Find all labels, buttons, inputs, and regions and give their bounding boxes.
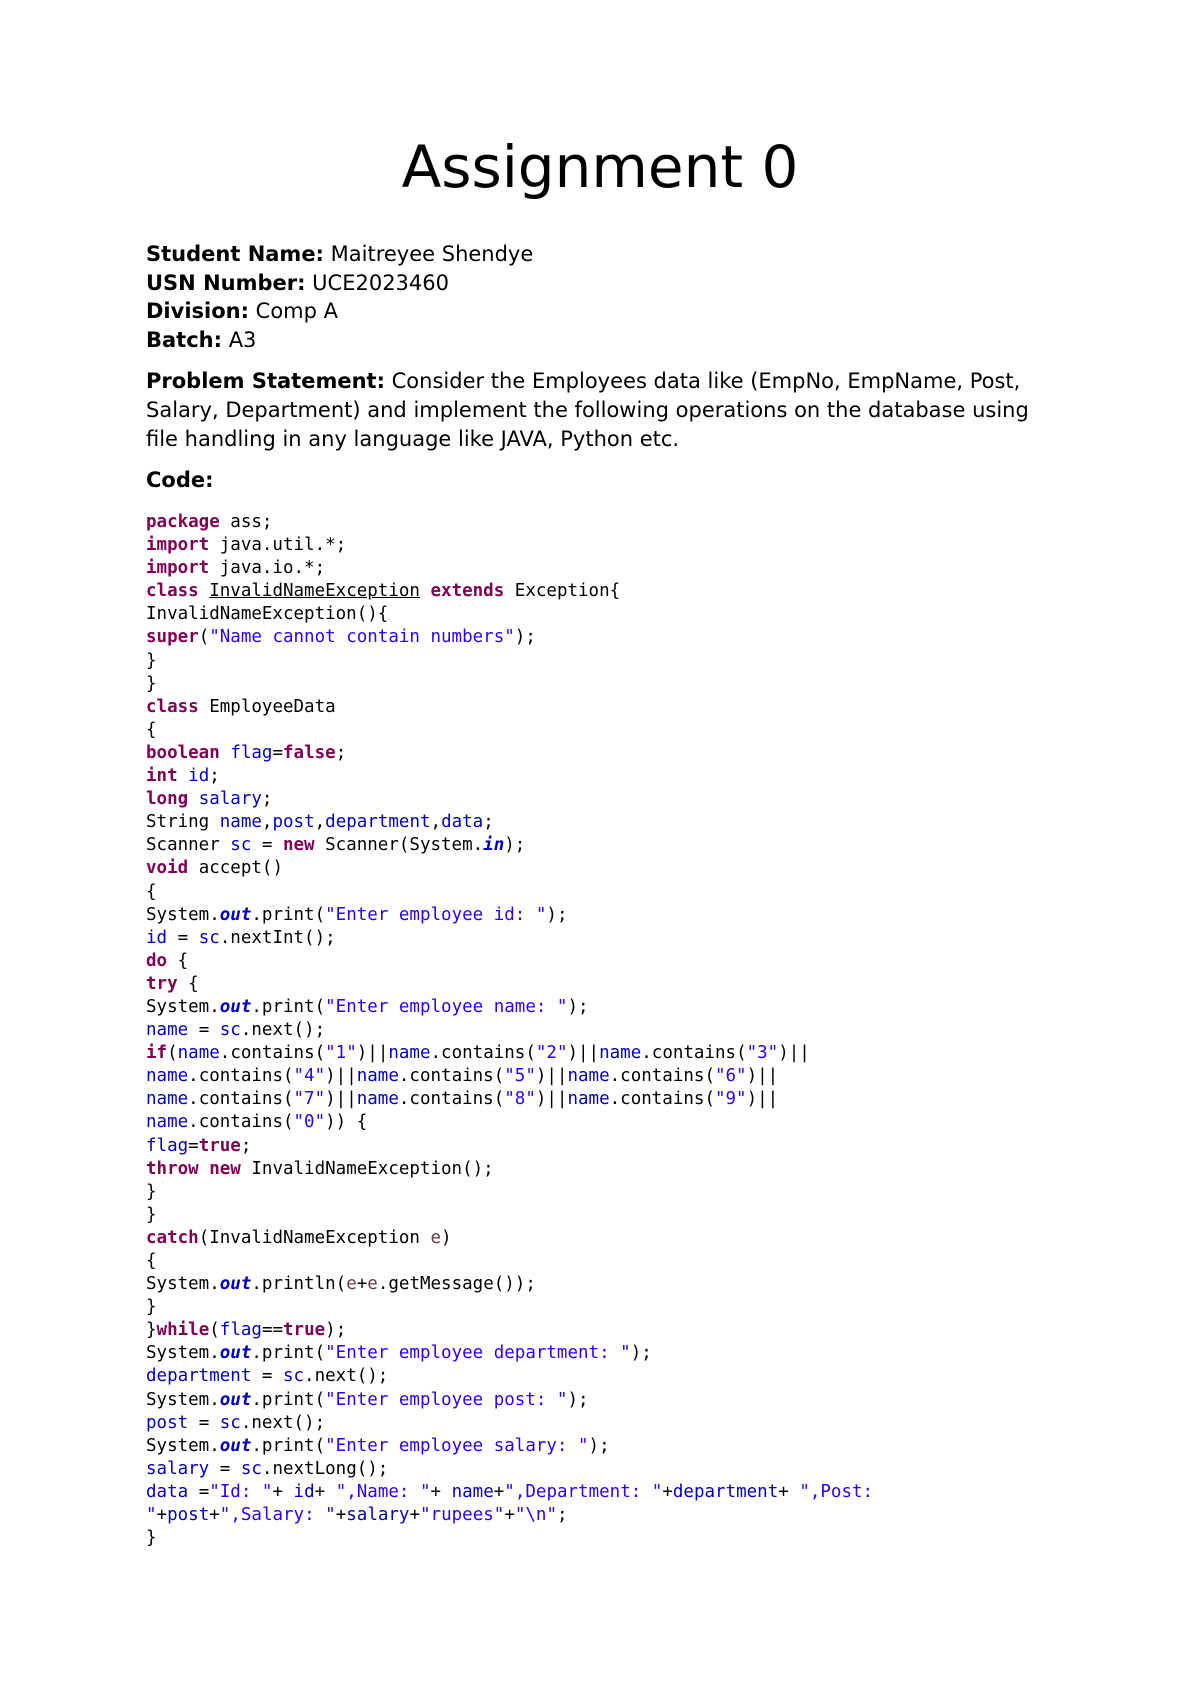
code-token: .contains( <box>430 1043 536 1064</box>
code-token <box>188 789 199 809</box>
code-token: out <box>219 1389 252 1410</box>
code-token: .print( <box>251 996 326 1017</box>
code-token: "3" <box>746 1043 779 1064</box>
code-line <box>146 1389 1106 1412</box>
code-token: do <box>146 950 168 971</box>
code-token: "1" <box>325 1043 357 1064</box>
division-value: Comp A <box>249 299 339 323</box>
code-line <box>146 834 1106 857</box>
code-token: .nextLong(); <box>261 1458 389 1479</box>
code-line <box>146 1296 1106 1319</box>
code-token: out <box>219 1274 252 1295</box>
code-token <box>178 766 189 786</box>
code-token: while <box>156 1320 210 1341</box>
code-token: new <box>282 835 315 856</box>
code-token: out <box>219 1343 252 1364</box>
code-token: = <box>251 835 283 856</box>
code-token: = <box>188 1412 220 1433</box>
code-line <box>146 534 1106 557</box>
code-token: ( <box>167 1043 178 1064</box>
code-line <box>146 511 1106 534</box>
code-token: sc <box>219 1020 241 1041</box>
code-token: ); <box>567 996 589 1017</box>
code-token: + <box>409 1505 421 1526</box>
usn-row <box>146 269 1076 298</box>
code-token: + <box>314 1481 336 1502</box>
code-token: ",Post: <box>799 1481 874 1502</box>
code-token: InvalidNameException(); <box>240 1158 494 1179</box>
code-token: name <box>451 1481 494 1502</box>
code-line <box>146 1365 1106 1388</box>
code-token: = <box>251 1366 283 1387</box>
code-token: )|| <box>746 1089 779 1110</box>
code-line <box>146 1342 1106 1365</box>
code-token: import <box>146 558 210 579</box>
code-token: , <box>430 812 442 833</box>
batch-row <box>146 326 1076 355</box>
code-token: id <box>293 1481 315 1502</box>
code-line <box>146 950 1106 973</box>
code-token: .contains( <box>398 1066 505 1087</box>
student-name-row <box>146 240 1076 269</box>
code-line <box>146 927 1106 950</box>
code-token: .contains( <box>398 1089 505 1110</box>
code-token: )|| <box>325 1089 357 1110</box>
code-heading: Code: <box>146 468 214 492</box>
code-line <box>146 650 1106 673</box>
code-token: )|| <box>746 1066 779 1087</box>
code-token: .contains( <box>641 1043 747 1064</box>
code-token: .contains( <box>609 1066 715 1087</box>
code-token: )|| <box>535 1066 568 1087</box>
code-token: name <box>146 1112 189 1133</box>
student-info <box>146 240 1076 354</box>
code-token: ); <box>567 1389 589 1410</box>
code-token: sc <box>219 1412 241 1433</box>
code-token: } <box>146 1320 157 1341</box>
code-token: data <box>441 812 484 833</box>
code-token: } <box>146 1204 157 1225</box>
code-token: .next(); <box>304 1366 389 1387</box>
code-token: java.util.*; <box>209 535 347 556</box>
code-token: .contains( <box>188 1112 294 1133</box>
code-line <box>146 765 1106 788</box>
code-token: { <box>167 950 189 971</box>
code-token: flag <box>219 1320 262 1341</box>
code-token: class <box>146 696 199 717</box>
code-token: = <box>167 927 199 948</box>
code-token: post <box>146 1412 189 1433</box>
code-token <box>220 743 231 763</box>
code-token: .next(); <box>240 1412 326 1433</box>
code-token: .println( <box>251 1274 347 1295</box>
code-token: ; <box>209 766 220 787</box>
code-token: out <box>219 1435 252 1456</box>
code-token: salary <box>346 1505 410 1526</box>
code-line <box>146 1319 1106 1342</box>
code-token: "rupees" <box>420 1505 505 1526</box>
code-token: "4" <box>293 1066 326 1087</box>
code-line <box>146 603 1106 626</box>
code-token: sc <box>240 1458 262 1479</box>
code-token: ); <box>514 627 536 648</box>
code-token: class <box>146 581 199 602</box>
code-line <box>146 1527 1106 1550</box>
code-line <box>146 857 1106 880</box>
code-token: name <box>388 1043 431 1064</box>
code-token: + <box>493 1481 505 1502</box>
code-token: sc <box>282 1366 305 1387</box>
code-token: .print( <box>251 1389 326 1410</box>
code-token <box>199 581 210 601</box>
code-token: department <box>672 1481 779 1502</box>
code-line <box>146 696 1106 719</box>
code-token: ; <box>483 812 494 833</box>
code-line <box>146 1458 1106 1481</box>
code-token: .contains( <box>609 1089 715 1110</box>
code-token: .getMessage()); <box>377 1274 536 1295</box>
code-token: Exception{ <box>504 581 621 602</box>
code-token: + <box>209 1505 220 1526</box>
code-line <box>146 719 1106 742</box>
code-token: "5" <box>504 1066 536 1087</box>
code-token: } <box>146 1528 157 1549</box>
code-token: + <box>272 1481 294 1502</box>
student-name-label: Student Name: <box>146 242 324 266</box>
code-token: .contains( <box>219 1043 326 1064</box>
code-line <box>146 1273 1106 1296</box>
code-line <box>146 788 1106 811</box>
code-token: ) <box>441 1227 452 1248</box>
code-token: ; <box>240 1135 252 1156</box>
code-token: { <box>146 881 157 902</box>
problem-statement <box>146 367 1066 454</box>
code-token: .print( <box>251 1435 326 1456</box>
code-token: + <box>662 1481 673 1502</box>
code-token: + <box>356 1274 368 1295</box>
code-token: EmployeeData <box>198 696 336 717</box>
code-token: + <box>504 1505 515 1526</box>
code-token: true <box>283 1320 326 1341</box>
code-token: .contains( <box>188 1066 294 1087</box>
usn-label: USN Number: <box>146 270 306 295</box>
code-token: "0" <box>293 1112 326 1133</box>
code-token: ); <box>325 1320 347 1341</box>
code-token: .next(); <box>240 1020 326 1041</box>
student-name-value: Maitreyee Shendye <box>323 242 534 266</box>
code-token: out <box>219 996 252 1017</box>
code-token: name <box>146 1066 189 1087</box>
code-token: void <box>146 858 189 879</box>
code-token: } <box>146 1297 157 1318</box>
code-token <box>420 581 431 601</box>
code-token: )|| <box>778 1043 810 1064</box>
code-token: = <box>209 1458 241 1479</box>
code-line <box>146 811 1106 834</box>
code-token: ",Department: " <box>504 1481 663 1502</box>
code-token: department <box>325 812 431 833</box>
code-token: )) { <box>325 1112 368 1133</box>
code-token: ass; <box>219 512 273 532</box>
code-line <box>146 973 1106 996</box>
code-token: extends <box>430 581 505 602</box>
code-token: String <box>146 812 220 833</box>
code-token: name <box>567 1066 610 1087</box>
code-token: } <box>146 1181 157 1202</box>
code-token: int <box>146 766 178 787</box>
code-token: = <box>188 1481 210 1502</box>
code-token: flag <box>230 742 273 763</box>
code-token: Scanner(System. <box>314 835 484 856</box>
code-token: name <box>219 812 262 833</box>
code-token: System. <box>146 1343 220 1364</box>
code-token: catch <box>146 1227 199 1248</box>
division-row <box>146 297 1076 326</box>
code-token: " <box>146 1505 157 1526</box>
code-token: "7" <box>293 1089 326 1110</box>
code-token: e <box>346 1274 357 1295</box>
code-token: )|| <box>325 1066 357 1087</box>
code-token: = <box>272 742 284 763</box>
code-line <box>146 557 1106 580</box>
code-token: ; <box>261 789 273 810</box>
code-token: salary <box>146 1458 210 1479</box>
code-line <box>146 1481 1106 1504</box>
code-token: { <box>146 1251 157 1271</box>
code-token: in <box>483 835 505 856</box>
code-token: "Enter employee salary: " <box>325 1435 589 1456</box>
code-token: ); <box>588 1435 610 1456</box>
code-token: name <box>146 1020 189 1041</box>
code-block <box>146 511 1106 1550</box>
code-token: .print( <box>251 904 326 925</box>
code-token: "\n" <box>514 1505 558 1526</box>
code-line <box>146 1065 1106 1088</box>
code-token: , <box>261 812 273 833</box>
code-token: package <box>146 512 220 532</box>
code-token: ",Salary: " <box>219 1505 336 1526</box>
code-token: name <box>356 1066 399 1087</box>
code-token: )|| <box>567 1043 600 1064</box>
code-token: } <box>146 673 157 694</box>
code-token: salary <box>198 789 262 810</box>
code-token <box>199 1159 210 1179</box>
code-token: java.io.*; <box>209 558 326 579</box>
code-token: { <box>146 719 157 740</box>
code-token: data <box>146 1481 189 1502</box>
code-token: == <box>261 1320 284 1341</box>
batch-label: Batch: <box>146 327 223 352</box>
code-line <box>146 996 1106 1019</box>
code-line <box>146 1135 1106 1158</box>
code-token: throw <box>146 1158 199 1179</box>
code-line <box>146 742 1106 765</box>
code-token: id <box>188 766 210 787</box>
code-token: .nextInt(); <box>219 927 336 948</box>
code-line <box>146 1158 1106 1181</box>
code-line <box>146 580 1106 603</box>
code-token: = <box>188 1135 199 1156</box>
code-token: ",Name: " <box>335 1481 431 1502</box>
code-token: InvalidNameException(){ <box>146 604 389 625</box>
code-token: name <box>177 1043 220 1064</box>
document-title: Assignment 0 <box>401 133 799 201</box>
code-line <box>146 881 1106 904</box>
code-token: (InvalidNameException <box>198 1227 431 1248</box>
code-token: boolean <box>146 742 220 763</box>
code-token: "Enter employee department: " <box>325 1343 631 1364</box>
code-token: "Name cannot contain numbers" <box>209 627 515 648</box>
code-line <box>146 1019 1106 1042</box>
code-token: out <box>219 904 252 925</box>
code-token: try <box>146 973 178 994</box>
code-token: )|| <box>356 1043 389 1064</box>
batch-value: A3 <box>222 327 257 352</box>
code-token: name <box>567 1089 610 1110</box>
code-token: name <box>356 1089 399 1110</box>
usn-value: UCE2023460 <box>305 270 450 295</box>
code-token: + <box>778 1481 800 1502</box>
code-token: System. <box>146 904 220 925</box>
code-token: System. <box>146 1389 220 1410</box>
code-token: e <box>367 1274 378 1295</box>
problem-statement-text: Consider the Employees data like (EmpNo, EmpName, Post, Salary, Department) and implement the following operations on the database using file handling in any language like JAVA, Python etc. <box>146 369 1029 451</box>
code-line <box>146 1435 1106 1458</box>
code-line <box>146 1227 1106 1250</box>
code-token: + <box>156 1505 168 1526</box>
code-line <box>146 904 1106 927</box>
code-token: true <box>198 1135 241 1156</box>
code-token: = <box>188 1020 220 1041</box>
code-token: .print( <box>251 1343 326 1364</box>
code-token: import <box>146 535 210 556</box>
code-line <box>146 1204 1106 1227</box>
code-token: ; <box>557 1505 568 1526</box>
code-token: if <box>146 1043 168 1064</box>
code-token: ( <box>198 627 210 648</box>
code-token: "2" <box>535 1043 568 1064</box>
problem-statement-label: Problem Statement: <box>146 369 385 393</box>
code-token: department <box>146 1366 252 1387</box>
code-line <box>146 1250 1106 1273</box>
code-token: new <box>209 1158 241 1179</box>
code-token: ); <box>630 1343 652 1364</box>
code-token: e <box>430 1227 442 1248</box>
code-token: long <box>146 789 189 810</box>
code-token: "9" <box>714 1089 747 1110</box>
code-token: Scanner <box>146 835 231 856</box>
code-token: id <box>146 927 168 948</box>
division-label: Division: <box>146 299 249 323</box>
code-token: ; <box>335 742 347 763</box>
code-token: )|| <box>535 1089 568 1110</box>
code-token: ( <box>209 1320 220 1341</box>
code-token: name <box>599 1043 642 1064</box>
code-token: "Id: " <box>209 1481 273 1502</box>
code-token: false <box>283 742 336 763</box>
code-token: "6" <box>714 1066 747 1087</box>
code-token: + <box>430 1481 452 1502</box>
code-token: post <box>272 812 315 833</box>
code-line <box>146 1181 1106 1204</box>
code-token: ); <box>504 835 526 856</box>
code-token: + <box>335 1505 347 1526</box>
code-token: .contains( <box>188 1089 294 1110</box>
code-token: name <box>146 1089 189 1110</box>
code-token: flag <box>146 1135 189 1156</box>
code-token: sc <box>198 927 220 948</box>
code-token: sc <box>230 835 252 856</box>
code-token: post <box>167 1505 210 1526</box>
code-token: InvalidNameException <box>209 581 420 602</box>
code-token: { <box>177 973 199 994</box>
code-token: , <box>314 812 326 833</box>
code-token: "Enter employee id: " <box>325 904 547 925</box>
code-line <box>146 626 1106 649</box>
code-token: super <box>146 627 199 648</box>
code-line <box>146 1412 1106 1435</box>
code-token: } <box>146 650 157 671</box>
code-line <box>146 673 1106 696</box>
code-token: System. <box>146 1274 220 1295</box>
code-token: System. <box>146 1435 220 1456</box>
code-line <box>146 1111 1106 1134</box>
code-token: "Enter employee name: " <box>325 996 568 1017</box>
code-line <box>146 1042 1106 1065</box>
code-token: ); <box>546 904 568 925</box>
code-line <box>146 1088 1106 1111</box>
code-token: "8" <box>504 1089 536 1110</box>
code-token: "Enter employee post: " <box>325 1389 568 1410</box>
code-token: accept() <box>188 858 283 879</box>
code-line <box>146 1504 1106 1527</box>
code-token: System. <box>146 996 220 1017</box>
